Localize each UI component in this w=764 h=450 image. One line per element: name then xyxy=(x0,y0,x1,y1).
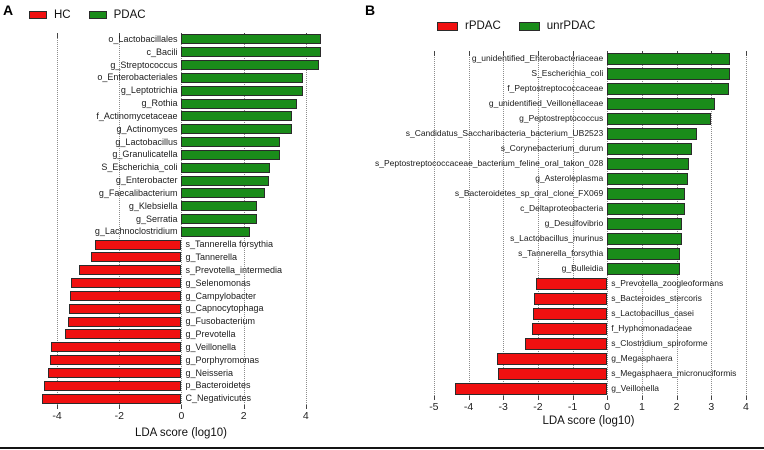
legend-swatch xyxy=(89,11,107,19)
bar-label: s_Lactobacillus_murinus xyxy=(510,233,604,243)
legend-item xyxy=(89,9,146,21)
legend-swatch xyxy=(437,22,458,31)
tick-mark-bottom xyxy=(607,396,608,400)
bar-label: g_Asteroleplasma xyxy=(535,173,604,183)
x-tick-label: 0 xyxy=(604,401,611,413)
legend-swatch xyxy=(519,22,540,31)
bar xyxy=(534,293,608,305)
bar-label: s_Bacteroides_stercoris xyxy=(611,293,702,303)
bar-label: s_Tannerella forsythia xyxy=(185,239,274,250)
bar xyxy=(607,128,697,140)
bar xyxy=(71,278,182,288)
bar-label: g_Leptotrichia xyxy=(120,85,178,96)
bar xyxy=(607,98,714,110)
figure-bottom-border xyxy=(0,447,764,449)
legend-label: rPDAC xyxy=(465,20,501,32)
panel-b-legend xyxy=(437,20,613,32)
bar xyxy=(51,342,181,352)
bar xyxy=(607,53,730,65)
bar xyxy=(533,308,608,320)
bar-label: s_Peptostreptococcaceae_bacterium_feline_oral_takon_028 xyxy=(374,158,604,168)
bar-label: p_Bacteroidetes xyxy=(185,380,251,391)
x-tick-label: -5 xyxy=(429,401,439,413)
x-tick-label: 4 xyxy=(302,410,309,422)
bar-label: g_Klebsiella xyxy=(128,200,178,211)
bar-label: C_Negativicutes xyxy=(185,393,251,404)
bar xyxy=(525,338,608,350)
bar-label: g_Megasphaera xyxy=(611,353,673,363)
x-tick-label: 2 xyxy=(673,401,680,413)
bar-label: g_Campylobacter xyxy=(185,290,256,301)
bar xyxy=(44,381,181,391)
bar xyxy=(42,394,182,404)
tick-mark-bottom xyxy=(181,405,182,409)
bar xyxy=(498,368,608,380)
bar-label: S_Escherichia_coli xyxy=(101,162,178,173)
gridline xyxy=(469,51,470,396)
bar-label: s_Candidatus_Saccharibacteria_bacterium_UB2523 xyxy=(405,128,604,138)
legend-label: unrPDAC xyxy=(546,20,596,32)
bar-label: s_Lactobacillus_casei xyxy=(611,308,694,318)
bar xyxy=(607,203,685,215)
gridline xyxy=(434,51,435,396)
tick-mark-bottom xyxy=(244,405,245,409)
bar xyxy=(607,188,685,200)
tick-mark-bottom xyxy=(642,396,643,400)
bar-label: g_Fusobacterium xyxy=(185,316,255,327)
x-tick-label: 1 xyxy=(638,401,645,413)
bar xyxy=(607,113,711,125)
panel-a-axis-title: LDA score (log10) xyxy=(134,427,228,439)
x-tick-label: -4 xyxy=(52,410,62,422)
bar-label: f_Actinomycetaceae xyxy=(96,110,178,121)
panel-a-label: A xyxy=(3,2,14,18)
x-tick-label: -2 xyxy=(114,410,124,422)
bar-label: s_Prevotella_intermedia xyxy=(185,264,283,275)
tick-mark-bottom xyxy=(746,396,747,400)
bar-label: g_Lachnoclostridium xyxy=(94,226,178,237)
bar-label: s_Tannerella_forsythia xyxy=(518,248,604,258)
bar xyxy=(607,83,728,95)
tick-mark-top xyxy=(434,51,435,56)
bar xyxy=(181,86,303,96)
bar xyxy=(70,291,181,301)
bar xyxy=(181,124,291,134)
bar xyxy=(181,99,297,109)
bar xyxy=(181,150,279,160)
bar xyxy=(607,263,680,275)
bar-label: g_Veillonella xyxy=(185,341,236,352)
bar xyxy=(65,329,181,339)
bar-label: c_Deltaproteobacteria xyxy=(520,203,604,213)
tick-mark-bottom xyxy=(57,405,58,409)
bar xyxy=(607,248,680,260)
bar-label: g_Granulicatella xyxy=(112,149,178,160)
tick-mark-bottom xyxy=(503,396,504,400)
bar-label: g_Enterobacter xyxy=(115,175,178,186)
bar-label: s_Clostridium_spiroforme xyxy=(611,338,708,348)
tick-mark-bottom xyxy=(538,396,539,400)
bar xyxy=(607,233,682,245)
bar-label: g_Tannerella xyxy=(185,252,237,263)
gridline xyxy=(306,33,307,405)
x-tick-label: 2 xyxy=(240,410,247,422)
tick-mark-top xyxy=(746,51,747,56)
x-tick-label: -3 xyxy=(498,401,508,413)
bar-label: g_Porphyromonas xyxy=(185,354,259,365)
panel-b-label: B xyxy=(365,2,376,18)
bar-label: f_Hyphomonadaceae xyxy=(611,323,693,333)
bar-label: g_unidentified_Veillonellaceae xyxy=(488,98,604,108)
bar xyxy=(48,368,182,378)
bar-label: o_Lactobacillales xyxy=(108,34,178,44)
bar xyxy=(536,278,607,290)
bar xyxy=(497,353,607,365)
bar xyxy=(532,323,607,335)
bar-label: g_Serratia xyxy=(135,213,178,224)
tick-mark-bottom xyxy=(306,405,307,409)
legend-swatch xyxy=(29,11,47,19)
bar xyxy=(181,47,320,57)
bar-label: g_Peptostreptococcus xyxy=(519,113,604,123)
bar-label: s_Bacteroidetes_sp_oral_clone_FX069 xyxy=(454,188,604,198)
bar-label: g_Lactobacillus xyxy=(115,136,178,147)
bar xyxy=(607,143,692,155)
bar-label: g_Selenomonas xyxy=(185,277,251,288)
bar-label: s_Prevotella_zoogleoformans xyxy=(611,278,724,288)
bar xyxy=(181,73,303,83)
bar-label: g_Rothia xyxy=(141,98,178,109)
legend-label: PDAC xyxy=(113,9,146,21)
bar-label: g_Neisseria xyxy=(185,367,233,378)
bar-label: c_Bacili xyxy=(146,46,178,57)
panel-a-legend xyxy=(29,9,164,21)
bar xyxy=(181,60,318,70)
legend-item xyxy=(437,20,501,32)
bar xyxy=(68,317,182,327)
bar-label: g_unidentified_Ehterobacteriaceae xyxy=(471,53,604,63)
bar xyxy=(181,137,280,147)
bar xyxy=(181,111,292,121)
bar xyxy=(95,240,181,250)
bar xyxy=(607,218,682,230)
panel-b-plot xyxy=(374,51,757,413)
tick-mark-bottom xyxy=(573,396,574,400)
bar-label: g_Bulleidia xyxy=(561,263,604,273)
bar xyxy=(181,201,257,211)
x-tick-label: 0 xyxy=(178,410,185,422)
bar xyxy=(91,252,182,262)
bar xyxy=(607,173,688,185)
x-tick-label: -1 xyxy=(567,401,578,413)
x-tick-label: 3 xyxy=(708,401,715,413)
gridline xyxy=(746,51,747,396)
bar-label: g_Actinomyces xyxy=(116,123,178,134)
bar xyxy=(455,383,607,395)
bar-label: s_Corynebacterium_durum xyxy=(500,143,604,153)
tick-mark-bottom xyxy=(119,405,120,409)
bar-label: g_Veillonella xyxy=(611,383,659,393)
bar xyxy=(69,304,182,314)
tick-mark-top xyxy=(469,51,470,56)
legend-item xyxy=(519,20,596,32)
tick-mark-bottom xyxy=(711,396,712,400)
panel-b-axis-title: LDA score (log10) xyxy=(542,415,635,427)
legend-item xyxy=(29,9,71,21)
bar xyxy=(181,163,269,173)
bar-label: g_Faecalibacterium xyxy=(98,187,178,198)
x-tick-label: -4 xyxy=(463,401,474,413)
bar xyxy=(50,355,181,365)
bar-label: g_Prevotella xyxy=(185,329,236,340)
tick-mark-top xyxy=(57,33,58,38)
bar-label: f_Peptostreptococcaceae xyxy=(507,83,604,93)
bar-label: s_Megasphaera_micronuciformis xyxy=(611,368,737,378)
bar xyxy=(181,214,256,224)
bar xyxy=(181,227,250,237)
legend-label: HC xyxy=(54,9,71,21)
bar xyxy=(181,176,269,186)
bar-label: g_Capnocytophaga xyxy=(185,303,264,314)
bar xyxy=(79,265,181,275)
bar xyxy=(181,188,265,198)
tick-mark-bottom xyxy=(677,396,678,400)
bar-label: g_Streptococcus xyxy=(110,59,178,70)
bar xyxy=(181,34,321,44)
bar-label: o_Enterobacteriales xyxy=(97,72,178,83)
x-tick-label: 4 xyxy=(742,401,749,413)
x-tick-label: -2 xyxy=(533,401,543,413)
bar-label: g_Desulfovibrio xyxy=(544,218,604,228)
panel-a-plot xyxy=(40,33,322,422)
bar xyxy=(607,158,688,170)
tick-mark-bottom xyxy=(434,396,435,400)
bar xyxy=(607,68,730,80)
bar-label: S_Escherichia_coli xyxy=(531,68,604,78)
tick-mark-bottom xyxy=(469,396,470,400)
